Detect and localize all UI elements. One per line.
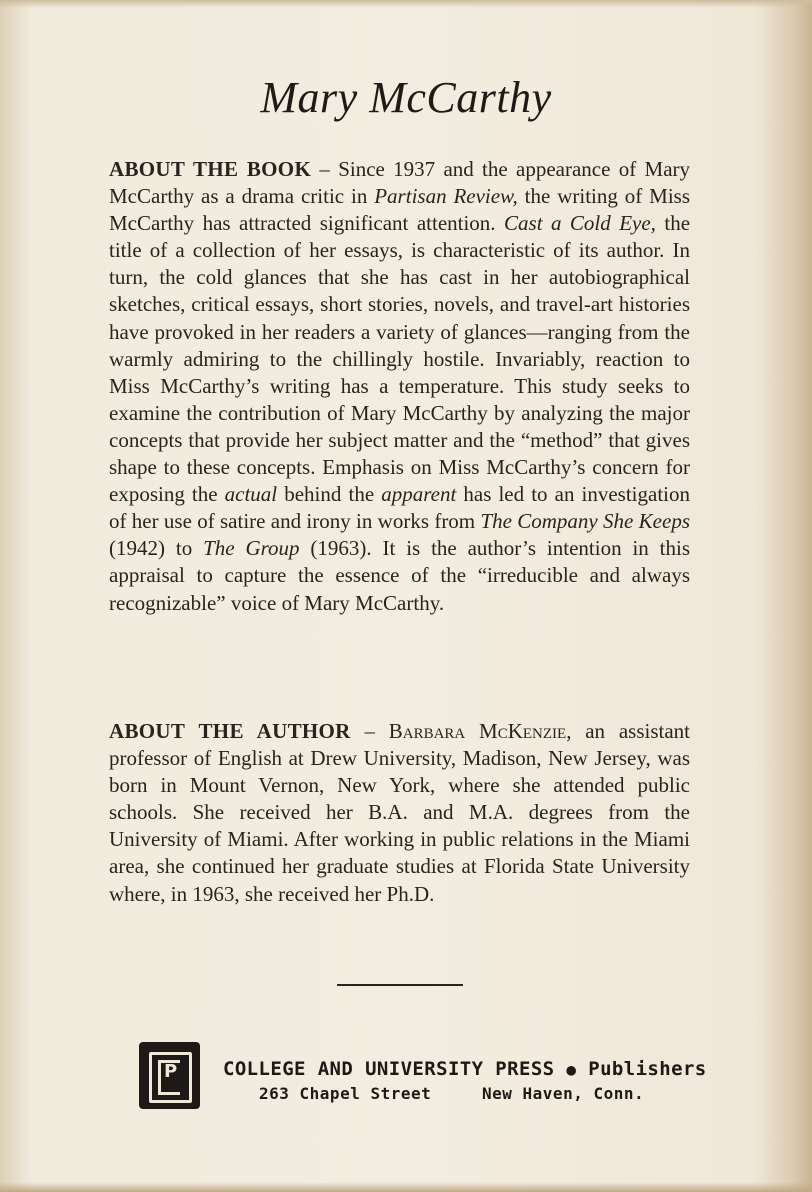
divider-rule bbox=[337, 984, 463, 986]
about-author-name: Barbara McKenzie, bbox=[388, 719, 572, 743]
publisher-role: Publishers bbox=[588, 1058, 707, 1080]
publisher-bullet: ● bbox=[566, 1060, 577, 1079]
publisher-street: 263 Chapel Street bbox=[259, 1084, 432, 1103]
about-author-dash: – bbox=[350, 719, 389, 743]
about-author-text: an assistant professor of English at Drew University, Madison, New Jersey, was born in Mount Vernon, New York, where she attended public schools. She received her B.A. and M.A. degrees from the University of Miami. After working in public relations in the Miami area, she continued her graduate studies at Florida State University where, in 1963, she received her Ph.D. bbox=[109, 719, 691, 906]
about-book-italic-4: apparent bbox=[381, 482, 457, 507]
about-book-dash: – bbox=[311, 157, 339, 181]
publisher-city: New Haven, Conn. bbox=[482, 1084, 645, 1103]
about-book-italic-6: The Group bbox=[203, 536, 300, 561]
cover-bottom-edge bbox=[0, 1182, 812, 1192]
about-the-author-paragraph bbox=[109, 718, 690, 908]
about-book-text-1: Since 1937 and the appearance of Mary McCarthy as a drama critic in bbox=[109, 157, 691, 209]
publisher-logo-icon bbox=[139, 1042, 200, 1109]
about-book-italic-1: Partisan Review, bbox=[374, 184, 518, 209]
author-title: Mary McCarthy bbox=[260, 73, 552, 122]
logo-letter: P bbox=[164, 1061, 178, 1082]
publisher-name: COLLEGE AND UNIVERSITY PRESS bbox=[223, 1058, 555, 1080]
about-book-heading: ABOUT THE BOOK bbox=[109, 157, 312, 181]
about-book-text-4: behind the bbox=[277, 482, 382, 507]
about-book-italic-3: actual bbox=[224, 482, 278, 507]
about-book-italic-5: The Company She Keeps bbox=[480, 509, 691, 534]
about-book-text-2: the writing of Miss McCarthy has attracted significant attention. bbox=[109, 184, 691, 236]
about-book-text-5: has led to an investigation of her use of satire and irony in works from bbox=[109, 482, 691, 534]
about-author-heading: ABOUT THE AUTHOR bbox=[109, 719, 351, 743]
about-book-text-3: the title of a collection of her essays, is characteristic of its author. In turn, the cold glances that she has cast in her autobiographical sketches, critical essays, short stories, novels, and travel-art histories have provoked in her readers a variety of glances—ranging from the warmly admiring to the chillingly hostile. Invariably, reaction to Miss McCarthy’s writing has a temperature. This study seeks to examine the contribution of Mary McCarthy by analyzing the major concepts that provide her subject matter and the “method” that gives shape to these concepts. Emphasis on Miss McCarthy’s concern for exposing the bbox=[109, 211, 691, 507]
about-book-italic-2: Cast a Cold Eye, bbox=[504, 211, 656, 236]
about-the-book-paragraph bbox=[109, 156, 690, 617]
about-book-text-6: (1942) to bbox=[109, 536, 204, 561]
about-book-text-7: (1963). It is the author’s intention in this appraisal to capture the essence of the “irreducible and always recognizable” voice of Mary McCarthy. bbox=[109, 536, 690, 615]
publisher-line bbox=[223, 1058, 707, 1080]
cover-top-edge bbox=[0, 0, 812, 8]
